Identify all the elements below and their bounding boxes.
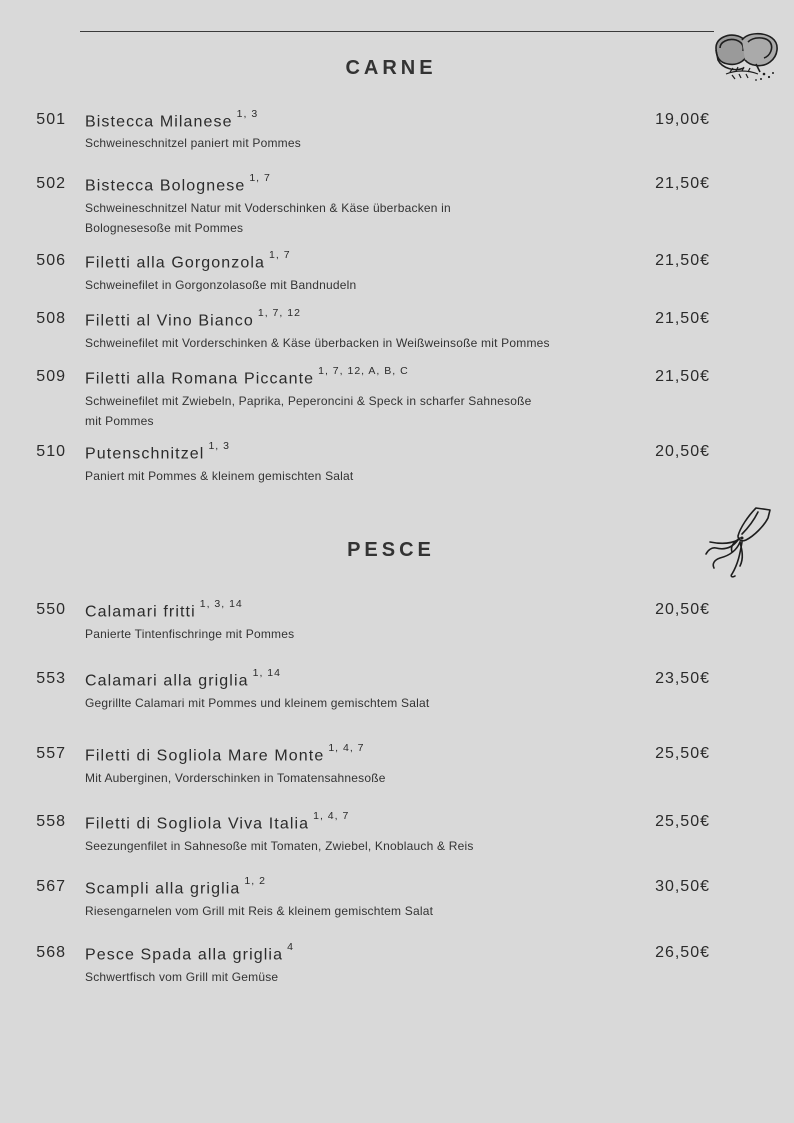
item-price: 23,50€ <box>655 670 710 687</box>
item-name-text: Bistecca Bolognese <box>85 177 246 195</box>
allergen-codes: 1, 7 <box>249 172 271 184</box>
item-description: Panierte Tintenfischringe mit Pommes <box>85 627 295 641</box>
item-number: 509 <box>36 368 66 385</box>
item-description: Schweinefilet mit Vorderschinken & Käse überbacken in Weißweinsoße mit Pommes <box>85 336 550 350</box>
item-name-text: Filetti alla Gorgonzola <box>85 254 266 272</box>
item-name-text: Bistecca Milanese <box>85 113 233 131</box>
allergen-codes: 1, 7, 12, A, B, C <box>318 365 409 377</box>
item-number: 510 <box>36 443 66 460</box>
allergen-codes: 1, 7, 12 <box>257 307 301 319</box>
allergen-codes: 1, 3, 14 <box>199 598 243 610</box>
item-name-text: Calamari alla griglia <box>85 672 249 690</box>
section-title-carne: CARNE <box>345 57 437 79</box>
item-name-text: Putenschnitzel <box>85 445 205 463</box>
allergen-codes: 1, 4, 7 <box>328 742 365 754</box>
item-description: Seezungenfilet in Sahnesoße mit Tomaten, Zwiebel, Knoblauch & Reis <box>85 839 474 853</box>
item-name-text: Filetti al Vino Bianco <box>85 312 254 330</box>
item-name <box>85 249 291 272</box>
item-price: 26,50€ <box>655 944 710 961</box>
item-number: 501 <box>36 111 66 128</box>
item-number: 553 <box>36 670 66 687</box>
item-description: Mit Auberginen, Vorderschinken in Tomatensahnesoße <box>85 771 386 785</box>
item-number: 567 <box>36 878 66 895</box>
item-description: Schweinefilet mit Zwiebeln, Paprika, Peperoncini & Speck in scharfer Sahnesoße mit Pommes <box>85 394 532 428</box>
item-name <box>85 810 350 833</box>
item-price: 20,50€ <box>655 443 710 460</box>
item-price: 30,50€ <box>655 878 710 895</box>
item-name <box>85 875 266 898</box>
item-name-text: Filetti alla Romana Piccante <box>85 370 315 388</box>
item-description: Schweineschnitzel paniert mit Pommes <box>85 136 301 150</box>
item-price: 20,50€ <box>655 601 710 618</box>
allergen-codes: 1, 3 <box>236 108 259 120</box>
item-description: Gegrillte Calamari mit Pommes und kleinem gemischtem Salat <box>85 696 430 710</box>
item-number: 506 <box>36 252 66 269</box>
item-description: Schwertfisch vom Grill mit Gemüse <box>85 970 279 984</box>
allergen-codes: 1, 4, 7 <box>313 810 350 822</box>
item-number: 568 <box>36 944 66 961</box>
item-description: Paniert mit Pommes & kleinem gemischten Salat <box>85 469 354 483</box>
item-number: 508 <box>36 310 66 327</box>
allergen-codes: 1, 2 <box>244 875 266 887</box>
item-description: Schweinefilet in Gorgonzolasoße mit Bandnudeln <box>85 278 357 292</box>
allergen-codes: 4 <box>287 941 294 953</box>
item-name-text: Filetti di Sogliola Mare Monte <box>85 747 325 765</box>
item-name <box>85 108 259 131</box>
item-price: 25,50€ <box>655 813 710 830</box>
item-name-text: Scampli alla griglia <box>85 880 241 898</box>
allergen-codes: 1, 7 <box>269 249 291 261</box>
item-name <box>85 598 243 621</box>
item-name-text: Pesce Spada alla griglia <box>85 946 284 964</box>
item-price: 19,00€ <box>655 111 710 128</box>
item-price: 21,50€ <box>655 310 710 327</box>
item-name <box>85 941 294 964</box>
item-price: 25,50€ <box>655 745 710 762</box>
item-number: 550 <box>36 601 66 618</box>
item-price: 21,50€ <box>655 175 710 192</box>
section-title-pesce: PESCE <box>347 539 435 561</box>
item-number: 557 <box>36 745 66 762</box>
item-name <box>85 742 365 765</box>
allergen-codes: 1, 14 <box>252 667 281 679</box>
item-name <box>85 365 409 388</box>
item-name <box>85 440 230 463</box>
item-description: Schweineschnitzel Natur mit Voderschinken & Käse überbacken in Bolognesesoße mit Pommes <box>85 201 451 235</box>
squid-icon <box>702 504 774 580</box>
item-name <box>85 307 301 330</box>
item-name-text: Filetti di Sogliola Viva Italia <box>85 815 310 833</box>
allergen-codes: 1, 3 <box>208 440 230 452</box>
item-number: 558 <box>36 813 66 830</box>
item-name <box>85 667 281 690</box>
item-name-text: Calamari fritti <box>85 603 196 621</box>
item-description: Riesengarnelen vom Grill mit Reis & kleinem gemischtem Salat <box>85 904 434 918</box>
item-name <box>85 172 271 195</box>
top-divider <box>80 31 714 32</box>
steak-icon <box>712 30 784 84</box>
item-price: 21,50€ <box>655 368 710 385</box>
item-number: 502 <box>36 175 66 192</box>
item-price: 21,50€ <box>655 252 710 269</box>
